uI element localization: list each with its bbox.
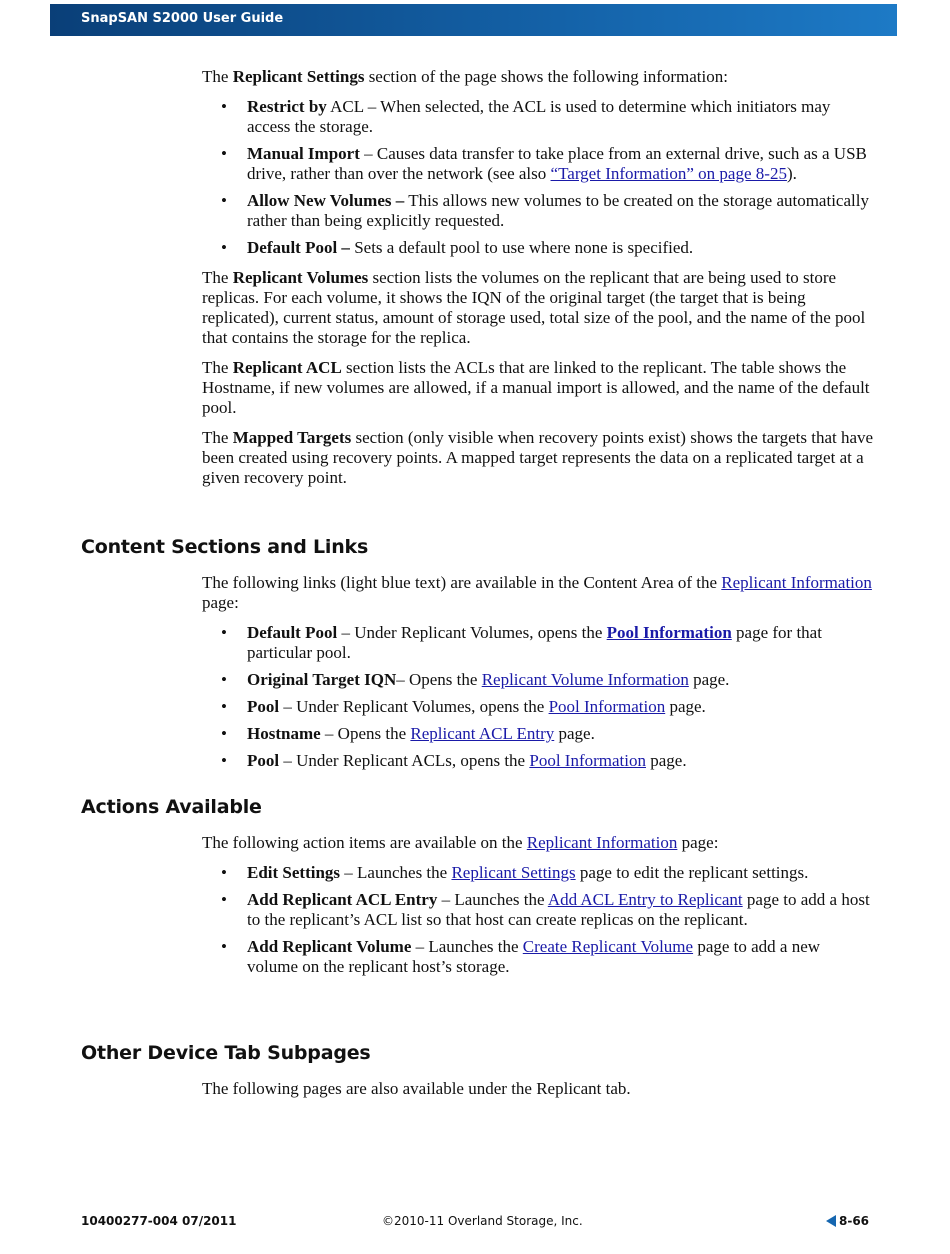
list-item: • Restrict by ACL – When selected, the ACL is used to determine which initiators may access the storage.	[221, 97, 831, 136]
page-header-bar	[50, 4, 897, 36]
footer-page-number	[826, 1214, 869, 1228]
list-item: • Edit Settings – Launches the Replicant Settings page to edit the replicant settings.	[221, 863, 809, 882]
subpages-paragraph: The following pages are also available under the Replicant tab.	[202, 1079, 631, 1098]
list-item: • Default Pool – Under Replicant Volumes, opens the Pool Information page for that particular pool.	[221, 623, 822, 662]
actions-list	[202, 863, 874, 977]
list-item: • Original Target IQN– Opens the Replicant Volume Information page.	[221, 670, 730, 689]
intro-section	[202, 67, 874, 498]
list-item: • Default Pool – Sets a default pool to use where none is specified.	[221, 238, 694, 257]
pool-information-link[interactable]: Pool Information	[606, 623, 732, 642]
footer-copyright: ©2010-11 Overland Storage, Inc.	[382, 1214, 583, 1228]
replicant-acl-entry-link[interactable]: Replicant ACL Entry	[410, 724, 555, 743]
replicant-settings-paragraph: The Replicant Settings section of the page shows the following information:	[202, 67, 728, 86]
actions-intro: The following action items are available on the Replicant Information page:	[202, 833, 719, 852]
content-links-intro: The following links (light blue text) are available in the Content Area of the Replicant Information page:	[202, 573, 872, 612]
list-item: • Manual Import – Causes data transfer to take place from an external drive, such as a USB drive, rather than over the network (see also “Target Information” on page 8-25).	[221, 144, 867, 183]
replicant-information-link[interactable]: Replicant Information	[721, 573, 872, 592]
pool-information-link[interactable]: Pool Information	[529, 751, 646, 770]
list-item: • Pool – Under Replicant Volumes, opens the Pool Information page.	[221, 697, 706, 716]
replicant-settings-list	[202, 97, 874, 258]
list-item: • Hostname – Opens the Replicant ACL Entry page.	[221, 724, 595, 743]
add-acl-entry-link[interactable]: Add ACL Entry to Replicant	[547, 890, 743, 909]
create-replicant-volume-link[interactable]: Create Replicant Volume	[522, 937, 694, 956]
content-sections-heading: Content Sections and Links	[81, 536, 369, 558]
actions-section	[202, 833, 874, 987]
content-links-list	[202, 623, 874, 771]
replicant-settings-link[interactable]: Replicant Settings	[451, 863, 576, 882]
content-links-section	[202, 573, 874, 781]
list-item: • Allow New Volumes – This allows new volumes to be created on the storage automatically rather than being explicitly requested.	[221, 191, 869, 230]
replicant-acl-paragraph: The Replicant ACL section lists the ACLs that are linked to the replicant. The table shows the Hostname, if new volumes are allowed, if a manual import is allowed, and the name of the default pool.	[202, 358, 870, 417]
replicant-volumes-paragraph: The Replicant Volumes section lists the volumes on the replicant that are being used to store replicas. For each volume, it shows the IQN of the original target (the target that is being replicated), current status, amount of storage used, total size of the pool, and the name of the pool that contains the storage for the replica.	[202, 268, 866, 347]
replicant-volume-information-link[interactable]: Replicant Volume Information	[481, 670, 689, 689]
actions-available-heading: Actions Available	[81, 796, 262, 818]
pool-information-link[interactable]: Pool Information	[548, 697, 666, 716]
target-information-link[interactable]: “Target Information” on page 8-25	[550, 164, 787, 183]
list-item: • Add Replicant ACL Entry – Launches the Add ACL Entry to Replicant page to add a host to the replicant’s ACL list so that host can create replicas on the replicant.	[221, 890, 870, 929]
mapped-targets-paragraph: The Mapped Targets section (only visible when recovery points exist) shows the targets that have been created using recovery points. A mapped target represents the data on a replicated target at a given recovery point.	[202, 428, 874, 487]
footer-doc-id: 10400277-004 07/2011	[81, 1214, 237, 1228]
list-item: • Add Replicant Volume – Launches the Create Replicant Volume page to add a new volume on the replicant host’s storage.	[221, 937, 821, 976]
page-number: 8-66	[839, 1214, 870, 1228]
document-title: SnapSAN S2000 User Guide	[81, 11, 284, 26]
list-item: • Pool – Under Replicant ACLs, opens the Pool Information page.	[221, 751, 687, 770]
previous-page-icon[interactable]	[826, 1215, 836, 1227]
replicant-information-link[interactable]: Replicant Information	[526, 833, 678, 852]
other-subpages-heading: Other Device Tab Subpages	[81, 1042, 371, 1064]
subpages-section	[202, 1079, 874, 1109]
